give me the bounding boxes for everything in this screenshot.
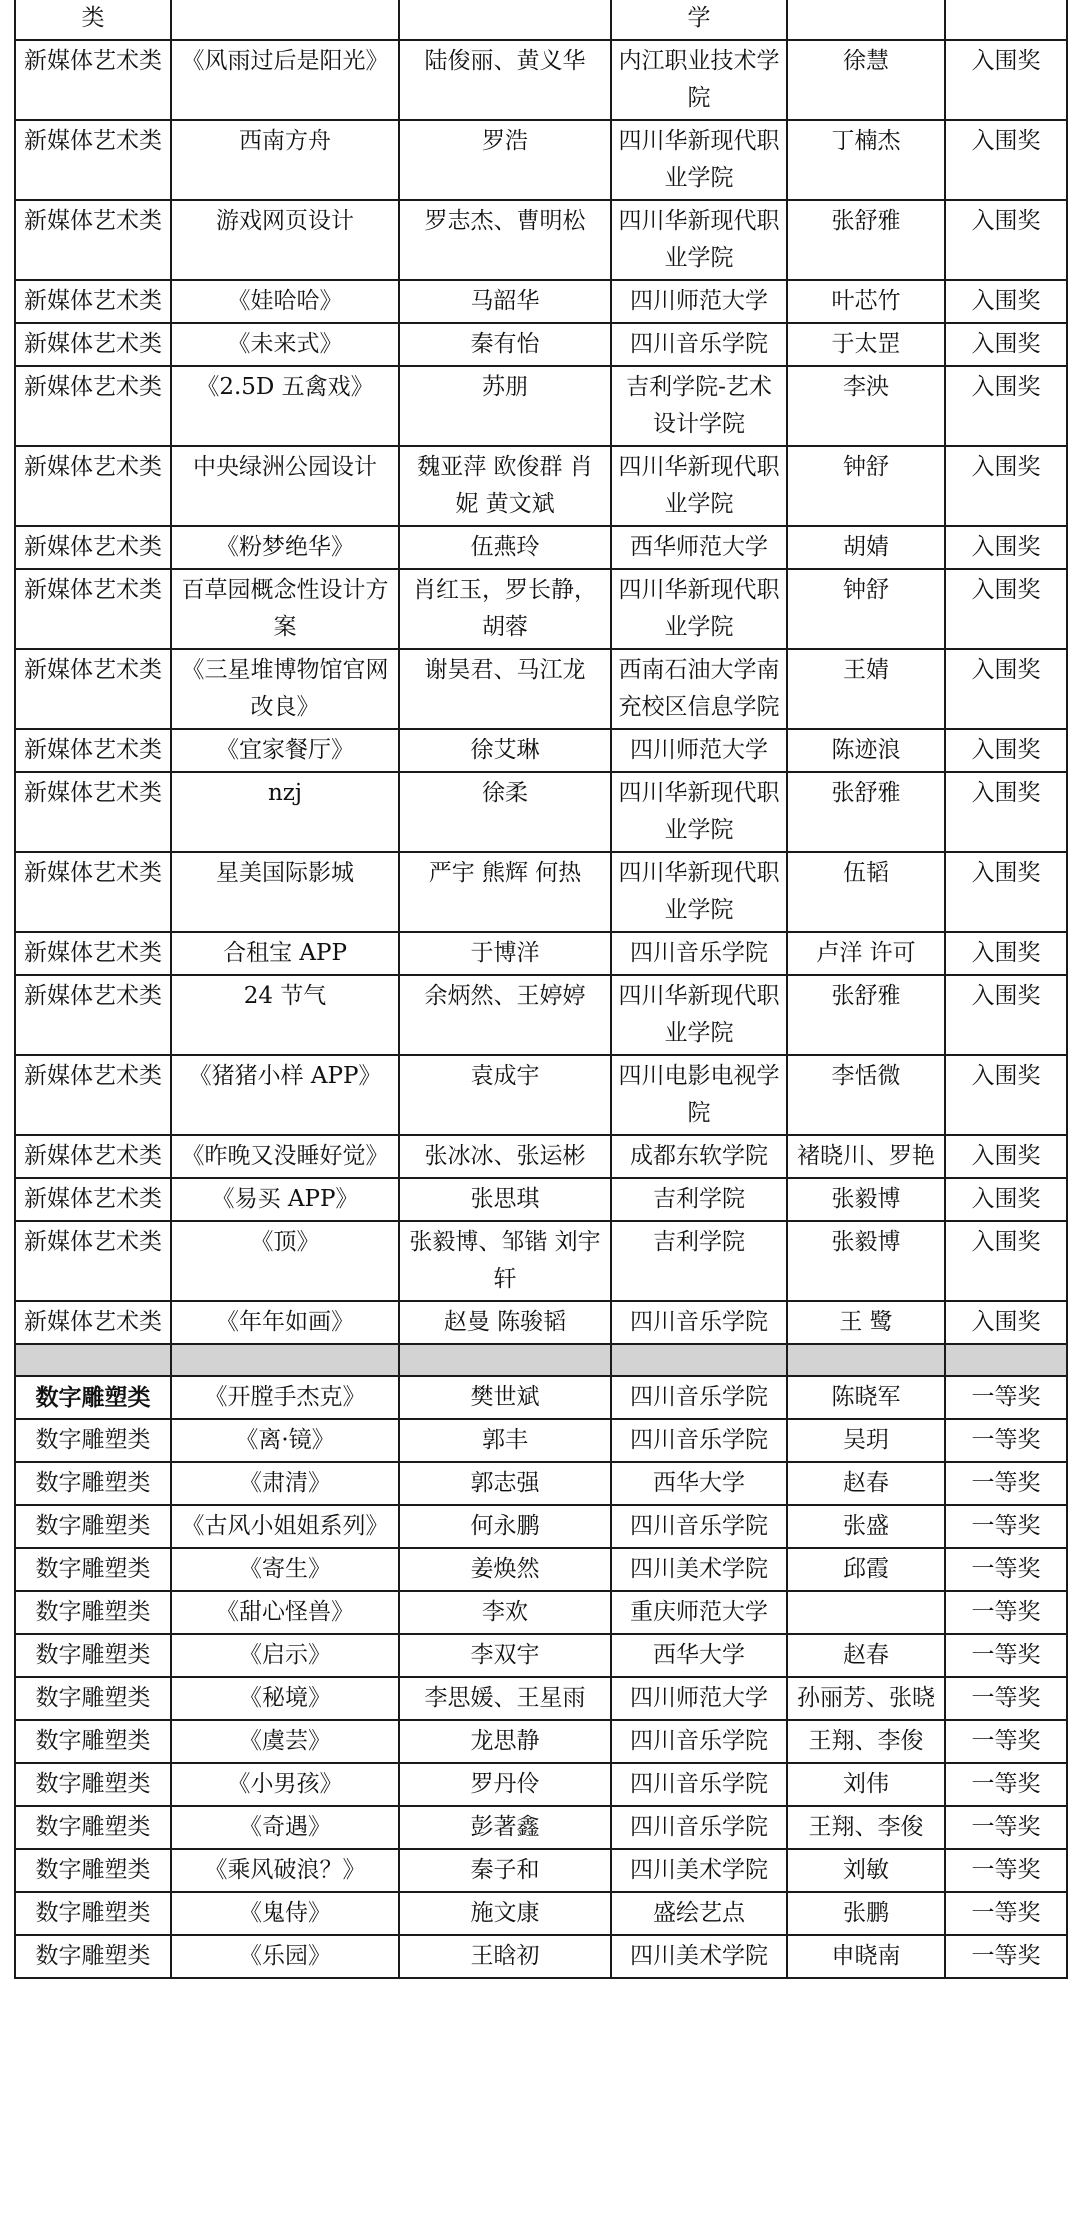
author-cell: 谢昊君、马江龙 (399, 649, 611, 729)
award-cell: 入围奖 (945, 649, 1067, 729)
work-title-cell: 《易买 APP》 (171, 1178, 399, 1221)
table-row (15, 1301, 1067, 1344)
work-title-cell: 百草园概念性设计方案 (171, 569, 399, 649)
work-title-cell: 《顶》 (171, 1221, 399, 1301)
work-title-cell: 《猪猪小样 APP》 (171, 1055, 399, 1135)
table-row (15, 569, 1067, 649)
category-cell: 新媒体艺术类 (15, 366, 171, 446)
category-cell: 数字雕塑类 (15, 1634, 171, 1677)
category-cell: 数字雕塑类 (15, 1677, 171, 1720)
table-row (15, 1055, 1067, 1135)
table-row (15, 1591, 1067, 1634)
author-cell: 李双宇 (399, 1634, 611, 1677)
advisor-cell: 徐慧 (787, 40, 945, 120)
school-cell: 成都东软学院 (611, 1135, 787, 1178)
award-cell: 一等奖 (945, 1720, 1067, 1763)
school-cell: 四川华新现代职业学院 (611, 569, 787, 649)
work-title-cell: 《肃清》 (171, 1462, 399, 1505)
work-title-cell: nzj (171, 772, 399, 852)
award-cell: 一等奖 (945, 1505, 1067, 1548)
advisor-cell: 邱霞 (787, 1548, 945, 1591)
school-cell: 学 (611, 0, 787, 40)
advisor-cell: 刘伟 (787, 1763, 945, 1806)
advisor-cell: 钟舒 (787, 569, 945, 649)
school-cell: 西华大学 (611, 1634, 787, 1677)
advisor-cell: 张舒雅 (787, 975, 945, 1055)
award-cell: 入围奖 (945, 40, 1067, 120)
author-cell: 李欢 (399, 1591, 611, 1634)
advisor-cell: 申晓南 (787, 1935, 945, 1978)
table-row (15, 1462, 1067, 1505)
advisor-cell: 刘敏 (787, 1849, 945, 1892)
advisor-cell (787, 0, 945, 40)
author-cell: 魏亚萍 欧俊群 肖妮 黄文斌 (399, 446, 611, 526)
author-cell: 赵曼 陈骏韬 (399, 1301, 611, 1344)
author-cell: 徐艾琳 (399, 729, 611, 772)
table-row (15, 1419, 1067, 1462)
table-row (15, 1892, 1067, 1935)
category-cell: 新媒体艺术类 (15, 323, 171, 366)
author-cell: 施文康 (399, 1892, 611, 1935)
school-cell: 四川华新现代职业学院 (611, 120, 787, 200)
work-title-cell: 《甜心怪兽》 (171, 1591, 399, 1634)
table-row (15, 0, 1067, 40)
advisor-cell: 赵春 (787, 1462, 945, 1505)
school-cell: 四川音乐学院 (611, 932, 787, 975)
school-cell: 四川华新现代职业学院 (611, 772, 787, 852)
award-table (14, 0, 1068, 1979)
award-cell: 入围奖 (945, 852, 1067, 932)
award-cell: 入围奖 (945, 1135, 1067, 1178)
table-row (15, 1221, 1067, 1301)
table-row (15, 852, 1067, 932)
divider-cell (15, 1344, 171, 1376)
table-row (15, 649, 1067, 729)
award-cell: 一等奖 (945, 1419, 1067, 1462)
award-cell: 入围奖 (945, 446, 1067, 526)
category-cell: 新媒体艺术类 (15, 1135, 171, 1178)
table-row (15, 975, 1067, 1055)
school-cell: 四川音乐学院 (611, 1376, 787, 1419)
advisor-cell: 伍韬 (787, 852, 945, 932)
advisor-cell: 王 鹭 (787, 1301, 945, 1344)
author-cell: 马韶华 (399, 280, 611, 323)
award-cell: 入围奖 (945, 1178, 1067, 1221)
category-cell: 新媒体艺术类 (15, 526, 171, 569)
author-cell (399, 0, 611, 40)
award-cell: 入围奖 (945, 1055, 1067, 1135)
school-cell: 四川师范大学 (611, 729, 787, 772)
table-row (15, 280, 1067, 323)
work-title-cell: 中央绿洲公园设计 (171, 446, 399, 526)
author-cell: 张毅博、邹锴 刘宇轩 (399, 1221, 611, 1301)
school-cell: 四川华新现代职业学院 (611, 446, 787, 526)
school-cell: 西南石油大学南充校区信息学院 (611, 649, 787, 729)
advisor-cell: 褚晓川、罗艳 (787, 1135, 945, 1178)
table-row (15, 1505, 1067, 1548)
author-cell: 陆俊丽、黄义华 (399, 40, 611, 120)
author-cell: 郭志强 (399, 1462, 611, 1505)
work-title-cell: 游戏网页设计 (171, 200, 399, 280)
advisor-cell: 钟舒 (787, 446, 945, 526)
advisor-cell: 孙丽芳、张晓 (787, 1677, 945, 1720)
work-title-cell: 《乘风破浪？》 (171, 1849, 399, 1892)
author-cell: 伍燕玲 (399, 526, 611, 569)
table-row (15, 1634, 1067, 1677)
table-row (15, 1935, 1067, 1978)
award-cell: 入围奖 (945, 366, 1067, 446)
award-cell (945, 0, 1067, 40)
advisor-cell: 张盛 (787, 1505, 945, 1548)
school-cell: 四川音乐学院 (611, 1763, 787, 1806)
category-cell: 新媒体艺术类 (15, 120, 171, 200)
table-row (15, 1677, 1067, 1720)
advisor-cell: 张毅博 (787, 1178, 945, 1221)
school-cell: 四川音乐学院 (611, 323, 787, 366)
school-cell: 四川美术学院 (611, 1548, 787, 1591)
award-cell: 一等奖 (945, 1935, 1067, 1978)
advisor-cell: 张毅博 (787, 1221, 945, 1301)
award-cell: 入围奖 (945, 323, 1067, 366)
work-title-cell: 《风雨过后是阳光》 (171, 40, 399, 120)
category-cell: 新媒体艺术类 (15, 280, 171, 323)
advisor-cell: 张鹏 (787, 1892, 945, 1935)
category-cell: 新媒体艺术类 (15, 772, 171, 852)
work-title-cell: 《古风小姐姐系列》 (171, 1505, 399, 1548)
table-row (15, 729, 1067, 772)
category-cell: 新媒体艺术类 (15, 1055, 171, 1135)
work-title-cell: 《乐园》 (171, 1935, 399, 1978)
award-cell: 一等奖 (945, 1548, 1067, 1591)
table-row (15, 366, 1067, 446)
table-row (15, 323, 1067, 366)
category-cell: 数字雕塑类 (15, 1892, 171, 1935)
category-cell: 新媒体艺术类 (15, 1221, 171, 1301)
category-cell: 数字雕塑类 (15, 1505, 171, 1548)
advisor-cell: 吴玥 (787, 1419, 945, 1462)
author-cell: 严宇 熊辉 何热 (399, 852, 611, 932)
award-cell: 入围奖 (945, 526, 1067, 569)
school-cell: 四川华新现代职业学院 (611, 200, 787, 280)
table-row (15, 40, 1067, 120)
advisor-cell: 王翔、李俊 (787, 1720, 945, 1763)
school-cell: 四川音乐学院 (611, 1419, 787, 1462)
work-title-cell: 《娃哈哈》 (171, 280, 399, 323)
category-cell: 数字雕塑类 (15, 1720, 171, 1763)
work-title-cell: 《昨晚又没睡好觉》 (171, 1135, 399, 1178)
category-cell: 新媒体艺术类 (15, 729, 171, 772)
table-row (15, 1548, 1067, 1591)
author-cell: 姜焕然 (399, 1548, 611, 1591)
school-cell: 内江职业技术学院 (611, 40, 787, 120)
author-cell: 罗丹伶 (399, 1763, 611, 1806)
section-divider-row (15, 1344, 1067, 1376)
school-cell: 四川华新现代职业学院 (611, 975, 787, 1055)
divider-cell (787, 1344, 945, 1376)
advisor-cell (787, 1591, 945, 1634)
category-cell: 新媒体艺术类 (15, 569, 171, 649)
table-row (15, 120, 1067, 200)
author-cell: 罗浩 (399, 120, 611, 200)
category-cell: 新媒体艺术类 (15, 975, 171, 1055)
category-cell: 数字雕塑类 (15, 1935, 171, 1978)
award-cell: 一等奖 (945, 1462, 1067, 1505)
category-cell: 数字雕塑类 (15, 1548, 171, 1591)
author-cell: 张冰冰、张运彬 (399, 1135, 611, 1178)
author-cell: 肖红玉，罗长静，胡蓉 (399, 569, 611, 649)
author-cell: 张思琪 (399, 1178, 611, 1221)
award-cell: 入围奖 (945, 975, 1067, 1055)
award-cell: 一等奖 (945, 1634, 1067, 1677)
award-table-body (15, 0, 1067, 1978)
category-cell: 数字雕塑类 (15, 1376, 171, 1419)
advisor-cell: 李泱 (787, 366, 945, 446)
author-cell: 袁成宇 (399, 1055, 611, 1135)
divider-cell (611, 1344, 787, 1376)
school-cell: 盛绘艺点 (611, 1892, 787, 1935)
category-cell: 数字雕塑类 (15, 1591, 171, 1634)
work-title-cell: 星美国际影城 (171, 852, 399, 932)
advisor-cell: 张舒雅 (787, 772, 945, 852)
category-cell: 新媒体艺术类 (15, 1301, 171, 1344)
category-cell: 数字雕塑类 (15, 1806, 171, 1849)
work-title-cell: 《开膛手杰克》 (171, 1376, 399, 1419)
work-title-cell: 《小男孩》 (171, 1763, 399, 1806)
award-cell: 入围奖 (945, 200, 1067, 280)
work-title-cell: 《宜家餐厅》 (171, 729, 399, 772)
award-cell: 入围奖 (945, 729, 1067, 772)
table-row (15, 1178, 1067, 1221)
author-cell: 秦有怡 (399, 323, 611, 366)
work-title-cell: 《虞芸》 (171, 1720, 399, 1763)
advisor-cell: 于太罡 (787, 323, 945, 366)
award-cell: 一等奖 (945, 1849, 1067, 1892)
advisor-cell: 王翔、李俊 (787, 1806, 945, 1849)
advisor-cell: 卢洋 许可 (787, 932, 945, 975)
award-cell: 入围奖 (945, 772, 1067, 852)
work-title-cell: 《奇遇》 (171, 1806, 399, 1849)
work-title-cell: 合租宝 APP (171, 932, 399, 975)
advisor-cell: 丁楠杰 (787, 120, 945, 200)
school-cell: 西华大学 (611, 1462, 787, 1505)
category-cell: 数字雕塑类 (15, 1462, 171, 1505)
author-cell: 秦子和 (399, 1849, 611, 1892)
author-cell: 王晗初 (399, 1935, 611, 1978)
author-cell: 郭丰 (399, 1419, 611, 1462)
divider-cell (945, 1344, 1067, 1376)
category-cell: 新媒体艺术类 (15, 932, 171, 975)
author-cell: 何永鹏 (399, 1505, 611, 1548)
table-row (15, 1376, 1067, 1419)
school-cell: 四川音乐学院 (611, 1505, 787, 1548)
school-cell: 四川华新现代职业学院 (611, 852, 787, 932)
category-cell: 新媒体艺术类 (15, 649, 171, 729)
table-row (15, 200, 1067, 280)
category-cell: 新媒体艺术类 (15, 446, 171, 526)
work-title-cell: 《鬼侍》 (171, 1892, 399, 1935)
school-cell: 吉利学院 (611, 1178, 787, 1221)
advisor-cell: 李恬微 (787, 1055, 945, 1135)
work-title-cell: 24 节气 (171, 975, 399, 1055)
advisor-cell: 张舒雅 (787, 200, 945, 280)
author-cell: 余炳然、王婷婷 (399, 975, 611, 1055)
advisor-cell: 陈迹浪 (787, 729, 945, 772)
table-row (15, 932, 1067, 975)
divider-cell (399, 1344, 611, 1376)
school-cell: 四川音乐学院 (611, 1720, 787, 1763)
category-cell: 数字雕塑类 (15, 1763, 171, 1806)
category-cell: 数字雕塑类 (15, 1419, 171, 1462)
school-cell: 西华师范大学 (611, 526, 787, 569)
table-row (15, 1135, 1067, 1178)
advisor-cell: 陈晓军 (787, 1376, 945, 1419)
category-cell: 新媒体艺术类 (15, 852, 171, 932)
divider-cell (171, 1344, 399, 1376)
award-cell: 入围奖 (945, 120, 1067, 200)
school-cell: 四川美术学院 (611, 1849, 787, 1892)
author-cell: 彭著鑫 (399, 1806, 611, 1849)
award-cell: 入围奖 (945, 280, 1067, 323)
table-row (15, 1849, 1067, 1892)
author-cell: 于博洋 (399, 932, 611, 975)
school-cell: 重庆师范大学 (611, 1591, 787, 1634)
work-title-cell: 西南方舟 (171, 120, 399, 200)
work-title-cell: 《离·镜》 (171, 1419, 399, 1462)
author-cell: 樊世斌 (399, 1376, 611, 1419)
school-cell: 吉利学院 (611, 1221, 787, 1301)
table-row (15, 1806, 1067, 1849)
work-title-cell: 《三星堆博物馆官网改良》 (171, 649, 399, 729)
award-cell: 入围奖 (945, 569, 1067, 649)
table-row (15, 446, 1067, 526)
table-row (15, 526, 1067, 569)
category-cell: 新媒体艺术类 (15, 1178, 171, 1221)
award-cell: 一等奖 (945, 1376, 1067, 1419)
work-title-cell: 《寄生》 (171, 1548, 399, 1591)
author-cell: 李思媛、王星雨 (399, 1677, 611, 1720)
table-row (15, 1720, 1067, 1763)
work-title-cell: 《秘境》 (171, 1677, 399, 1720)
author-cell: 徐柔 (399, 772, 611, 852)
work-title-cell: 《年年如画》 (171, 1301, 399, 1344)
category-cell: 新媒体艺术类 (15, 40, 171, 120)
school-cell: 四川师范大学 (611, 280, 787, 323)
school-cell: 四川音乐学院 (611, 1806, 787, 1849)
advisor-cell: 叶芯竹 (787, 280, 945, 323)
advisor-cell: 赵春 (787, 1634, 945, 1677)
work-title-cell: 《启示》 (171, 1634, 399, 1677)
school-cell: 四川师范大学 (611, 1677, 787, 1720)
award-cell: 入围奖 (945, 1221, 1067, 1301)
category-cell: 类 (15, 0, 171, 40)
award-cell: 一等奖 (945, 1677, 1067, 1720)
table-row (15, 1763, 1067, 1806)
award-cell: 入围奖 (945, 932, 1067, 975)
advisor-cell: 王婧 (787, 649, 945, 729)
award-cell: 一等奖 (945, 1763, 1067, 1806)
award-cell: 入围奖 (945, 1301, 1067, 1344)
school-cell: 四川美术学院 (611, 1935, 787, 1978)
table-row (15, 772, 1067, 852)
work-title-cell (171, 0, 399, 40)
advisor-cell: 胡婧 (787, 526, 945, 569)
work-title-cell: 《未来式》 (171, 323, 399, 366)
category-cell: 新媒体艺术类 (15, 200, 171, 280)
author-cell: 苏朋 (399, 366, 611, 446)
award-cell: 一等奖 (945, 1806, 1067, 1849)
author-cell: 罗志杰、曹明松 (399, 200, 611, 280)
school-cell: 四川音乐学院 (611, 1301, 787, 1344)
school-cell: 吉利学院-艺术设计学院 (611, 366, 787, 446)
author-cell: 龙思静 (399, 1720, 611, 1763)
category-cell: 数字雕塑类 (15, 1849, 171, 1892)
award-cell: 一等奖 (945, 1591, 1067, 1634)
work-title-cell: 《粉梦绝华》 (171, 526, 399, 569)
work-title-cell: 《2.5D 五禽戏》 (171, 366, 399, 446)
award-cell: 一等奖 (945, 1892, 1067, 1935)
school-cell: 四川电影电视学院 (611, 1055, 787, 1135)
